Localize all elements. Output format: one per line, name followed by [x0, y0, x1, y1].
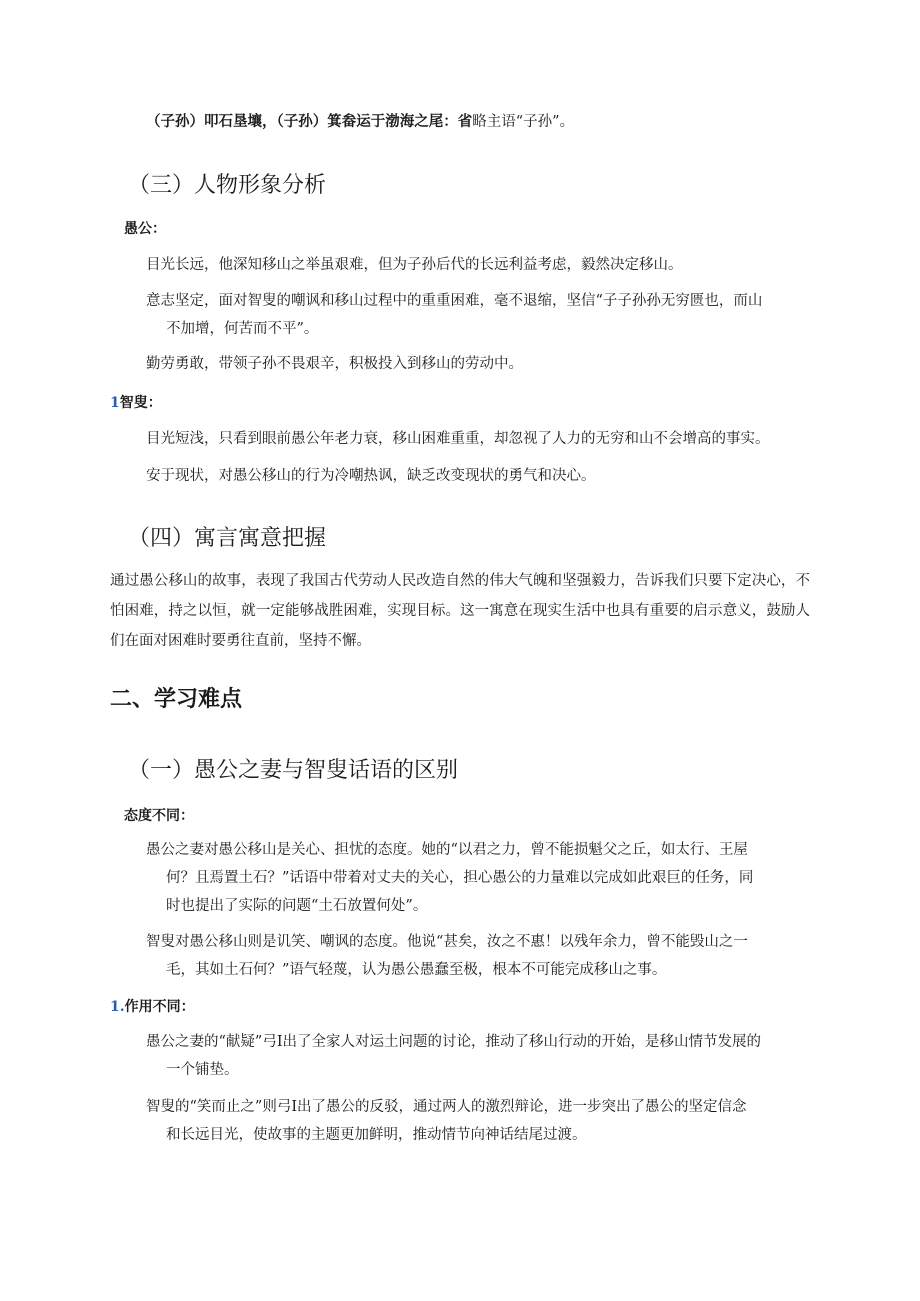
section3-heading: （三）人物形象分析 — [128, 173, 327, 198]
effect-point-2-cont: 和长远目光，使故事的主题更加鲜明，推动情节向神话结尾过渡。 — [166, 1127, 587, 1143]
effect-number: 1. — [110, 999, 125, 1015]
attitude-point-1-cont-a: 何？且焉置土石？”话语中带着对丈夫的关心，担心愚公的力量难以完成如此艰巨的任务，同 — [166, 870, 754, 886]
effect-label-text: 作用不同： — [124, 999, 195, 1015]
effect-label — [110, 996, 195, 1016]
moral-paragraph: 通过愚公移山的故事，表现了我国古代劳动人民改造自然的伟大气魄和坚强毅力，告诉我们只要下定决心，不怕困难，持之以恒，就一定能够战胜困难，实现目标。这一寓意在现实生活中也具有重要的启示意义，鼓励人们在面对困难时要勇往直前，坚持不懈。 — [110, 573, 810, 649]
yugong-point-1: 目光长远，他深知移山之举虽艰难，但为子孙后代的长远利益考虑，毅然决定移山。 — [146, 257, 683, 273]
zhisou-label — [110, 392, 162, 412]
attitude-point-2: 智叟对愚公移山则是讥笑、嘲讽的态度。他说“甚矣，汝之不惠！以残年余力，曾不能毁山之一 — [146, 934, 748, 950]
attitude-point-1-cont-b: 时也提出了实际的问题“土石放置何处”。 — [166, 898, 428, 914]
attitude-point-1: 愚公之妻对愚公移山是关心、担忧的态度。她的“以君之力，曾不能损魁父之丘，如太行、王屋 — [146, 842, 748, 858]
effect-point-1: 愚公之妻的“献疑”弓I出了全家人对运土问题的讨论，推动了移山行动的开始，是移山情节发展的 — [146, 1034, 762, 1050]
intro-line-normal: 略主语“子孙”。 — [472, 114, 575, 130]
yugong-label: 愚公： — [124, 221, 166, 237]
effect-point-2: 智叟的“笑而止之”则弓I出了愚公的反驳，通过两人的激烈辩论，进一步突出了愚公的坚定信念 — [146, 1099, 747, 1115]
section4-heading: （四）寓言寓意把握 — [128, 526, 327, 551]
zhisou-point-2: 安于现状，对愚公移山的行为冷嘲热讽，缺乏改变现状的勇气和决心。 — [146, 468, 596, 484]
attitude-point-2-cont: 毛，其如土石何？”语气轻蔑，认为愚公愚蠢至极，根本不可能完成移山之事。 — [166, 962, 667, 978]
attitude-label: 态度不同： — [124, 808, 194, 824]
part2-sub1-heading: （一）愚公之妻与智叟话语的区别 — [128, 758, 459, 783]
zhisou-point-1: 目光短浅，只看到眼前愚公年老力衰，移山困难重重，却忽视了人力的无穷和山不会增高的事实。 — [146, 431, 770, 447]
yugong-point-2: 意志坚定，面对智叟的嘲讽和移山过程中的重重困难，毫不退缩，坚信“子子孙孙无穷匮也，而山 — [146, 293, 763, 309]
zhisou-label-text: 智叟： — [119, 395, 162, 411]
zhisou-number: 1 — [110, 395, 120, 411]
effect-point-1-cont: 一个铺垫。 — [166, 1062, 239, 1078]
yugong-point-3: 勤劳勇敢，带领子孙不畏艰辛，积极投入到移山的劳动中。 — [146, 356, 523, 372]
part2-heading: 二、学习难点 — [110, 687, 243, 712]
yugong-point-2-cont: 不加增，何苦而不平”。 — [166, 321, 319, 337]
intro-line — [146, 112, 574, 132]
intro-line-bold: （子孙）叩石垦壤，（子孙）箕畚运于渤海之尾：省 — [146, 114, 473, 130]
